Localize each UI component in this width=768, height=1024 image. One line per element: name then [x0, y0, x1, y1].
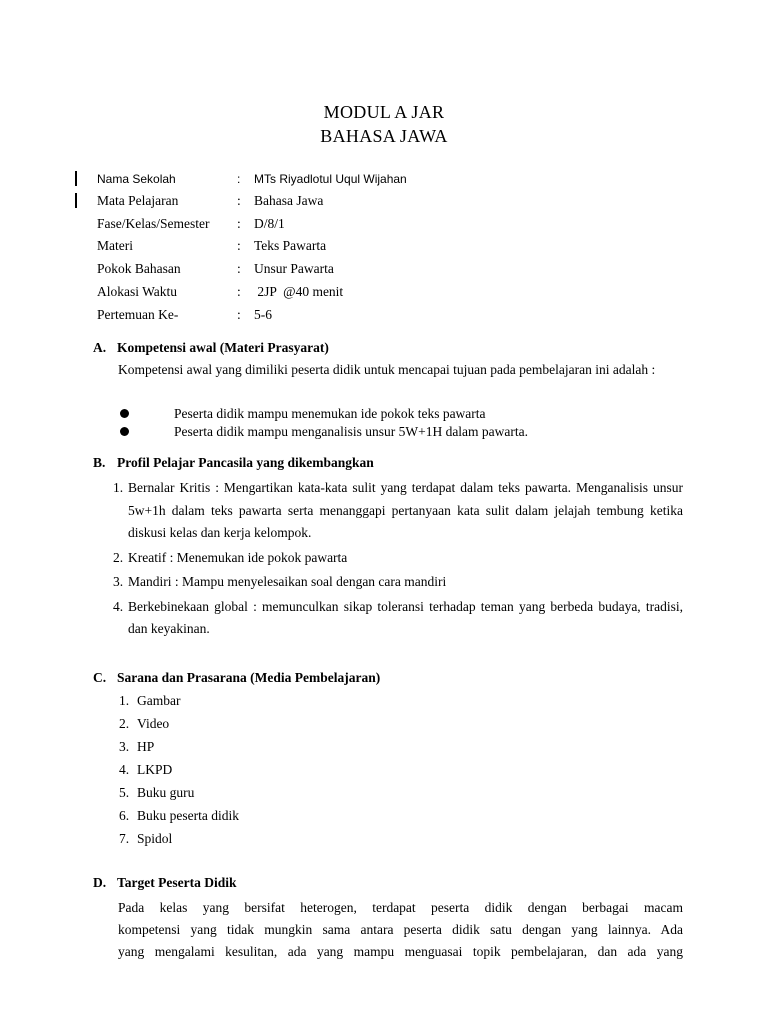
bullet-text: Peserta didik mampu menganalisis unsur 5W+1H dalam pawarta. — [174, 424, 529, 439]
identity-value: D/8/1 — [254, 216, 285, 231]
bullet-icon — [120, 409, 129, 418]
identity-value: 2JP @40 menit — [254, 284, 344, 299]
list-number: 1. — [113, 480, 124, 495]
list-item — [113, 571, 683, 594]
section-d-line: Pada kelas yang bersifat heterogen, terdapat peserta didik dengan berbagai macam — [118, 900, 683, 915]
identity-value: Bahasa Jawa — [254, 193, 324, 208]
list-number: 3. — [113, 574, 124, 589]
list-item — [119, 784, 239, 807]
list-number: 7. — [119, 831, 130, 846]
list-item — [119, 761, 239, 784]
identity-value: Unsur Pawarta — [254, 261, 334, 276]
section-a-heading — [93, 340, 329, 356]
bullet-text: Peserta didik mampu menemukan ide pokok teks pawarta — [174, 406, 486, 421]
list-item — [113, 477, 683, 545]
list-number: 3. — [119, 739, 130, 754]
list-text: LKPD — [137, 762, 173, 777]
identity-label: Pertemuan Ke- — [97, 307, 179, 322]
identity-colon: : — [237, 284, 241, 299]
revision-bar — [75, 193, 77, 208]
list-text: HP — [137, 739, 155, 754]
section-a-intro: Kompetensi awal yang dimiliki peserta didik untuk mencapai tujuan pada pembelajaran ini adalah : — [118, 362, 656, 377]
section-c-heading — [93, 670, 380, 686]
list-item — [119, 807, 239, 830]
list-item — [119, 692, 239, 715]
media-list — [119, 692, 239, 853]
identity-colon: : — [237, 216, 241, 231]
list-text: Buku peserta didik — [137, 808, 239, 823]
identity-label: Pokok Bahasan — [97, 261, 181, 276]
identity-colon: : — [237, 261, 241, 276]
list-item — [113, 596, 683, 641]
list-text: Gambar — [137, 693, 181, 708]
revision-bar — [75, 171, 77, 186]
bullet-icon — [120, 427, 129, 436]
list-text: Berkebinekaan global : memunculkan sikap toleransi terhadap teman yang berbeda budaya, tradisi, dan keyakinan. — [128, 598, 683, 636]
section-letter: C. — [93, 670, 107, 685]
identity-label: Mata Pelajaran — [97, 193, 179, 208]
identity-label: Nama Sekolah — [97, 172, 176, 186]
section-letter: D. — [93, 875, 107, 890]
identity-colon: : — [237, 172, 241, 186]
section-letter: B. — [93, 455, 106, 470]
section-d-line: kompetensi yang tidak mungkin sama antara peserta didik satu dengan yang lainnya. Ada — [118, 922, 683, 937]
identity-label: Materi — [97, 238, 133, 253]
identity-value: 5-6 — [254, 307, 272, 322]
section-title: Kompetensi awal (Materi Prasyarat) — [117, 340, 329, 355]
list-item — [119, 830, 239, 853]
profile-list — [113, 477, 683, 643]
section-b-heading — [93, 455, 374, 471]
list-number: 1. — [119, 693, 130, 708]
list-text: Spidol — [137, 831, 173, 846]
document-title: MODUL A JAR — [323, 102, 445, 122]
section-d-line: yang mengalami kesulitan, ada yang mampu menguasai topik pembelajaran, dan ada yang — [118, 944, 683, 959]
list-text: Video — [137, 716, 170, 731]
section-title: Sarana dan Prasarana (Media Pembelajaran) — [117, 670, 381, 685]
section-letter: A. — [93, 340, 107, 355]
identity-colon: : — [237, 193, 241, 208]
list-text: Bernalar Kritis : Mengartikan kata-kata sulit yang terdapat dalam teks pawarta. Menganalisis unsur 5w+1h dalam teks pawarta serta menanggapi pertanyaan kata sulit dalam jelajah tembung ketika diskusi kelas dan kerja kelompok. — [128, 480, 683, 540]
section-d-heading — [93, 875, 236, 891]
list-number: 2. — [119, 716, 130, 731]
identity-label: Alokasi Waktu — [97, 284, 178, 299]
list-number: 4. — [113, 598, 124, 614]
identity-colon: : — [237, 307, 241, 322]
list-text: Kreatif : Menemukan ide pokok pawarta — [128, 549, 348, 565]
section-title: Target Peserta Didik — [117, 875, 237, 890]
list-text: Mandiri : Mampu menyelesaikan soal dengan cara mandiri — [128, 574, 447, 589]
list-item — [119, 715, 239, 738]
section-title: Profil Pelajar Pancasila yang dikembangkan — [117, 455, 374, 470]
list-number: 6. — [119, 808, 130, 823]
identity-label: Fase/Kelas/Semester — [97, 216, 210, 231]
list-item — [113, 547, 683, 570]
identity-value: Teks Pawarta — [254, 238, 327, 253]
list-item — [119, 738, 239, 761]
list-number: 4. — [119, 762, 130, 777]
identity-value: MTs Riyadlotul Uqul Wijahan — [254, 172, 407, 186]
document-subtitle: BAHASA JAWA — [320, 126, 448, 146]
list-number: 2. — [113, 549, 124, 565]
list-number: 5. — [119, 785, 130, 800]
list-text: Buku guru — [137, 785, 195, 800]
identity-colon: : — [237, 238, 241, 253]
